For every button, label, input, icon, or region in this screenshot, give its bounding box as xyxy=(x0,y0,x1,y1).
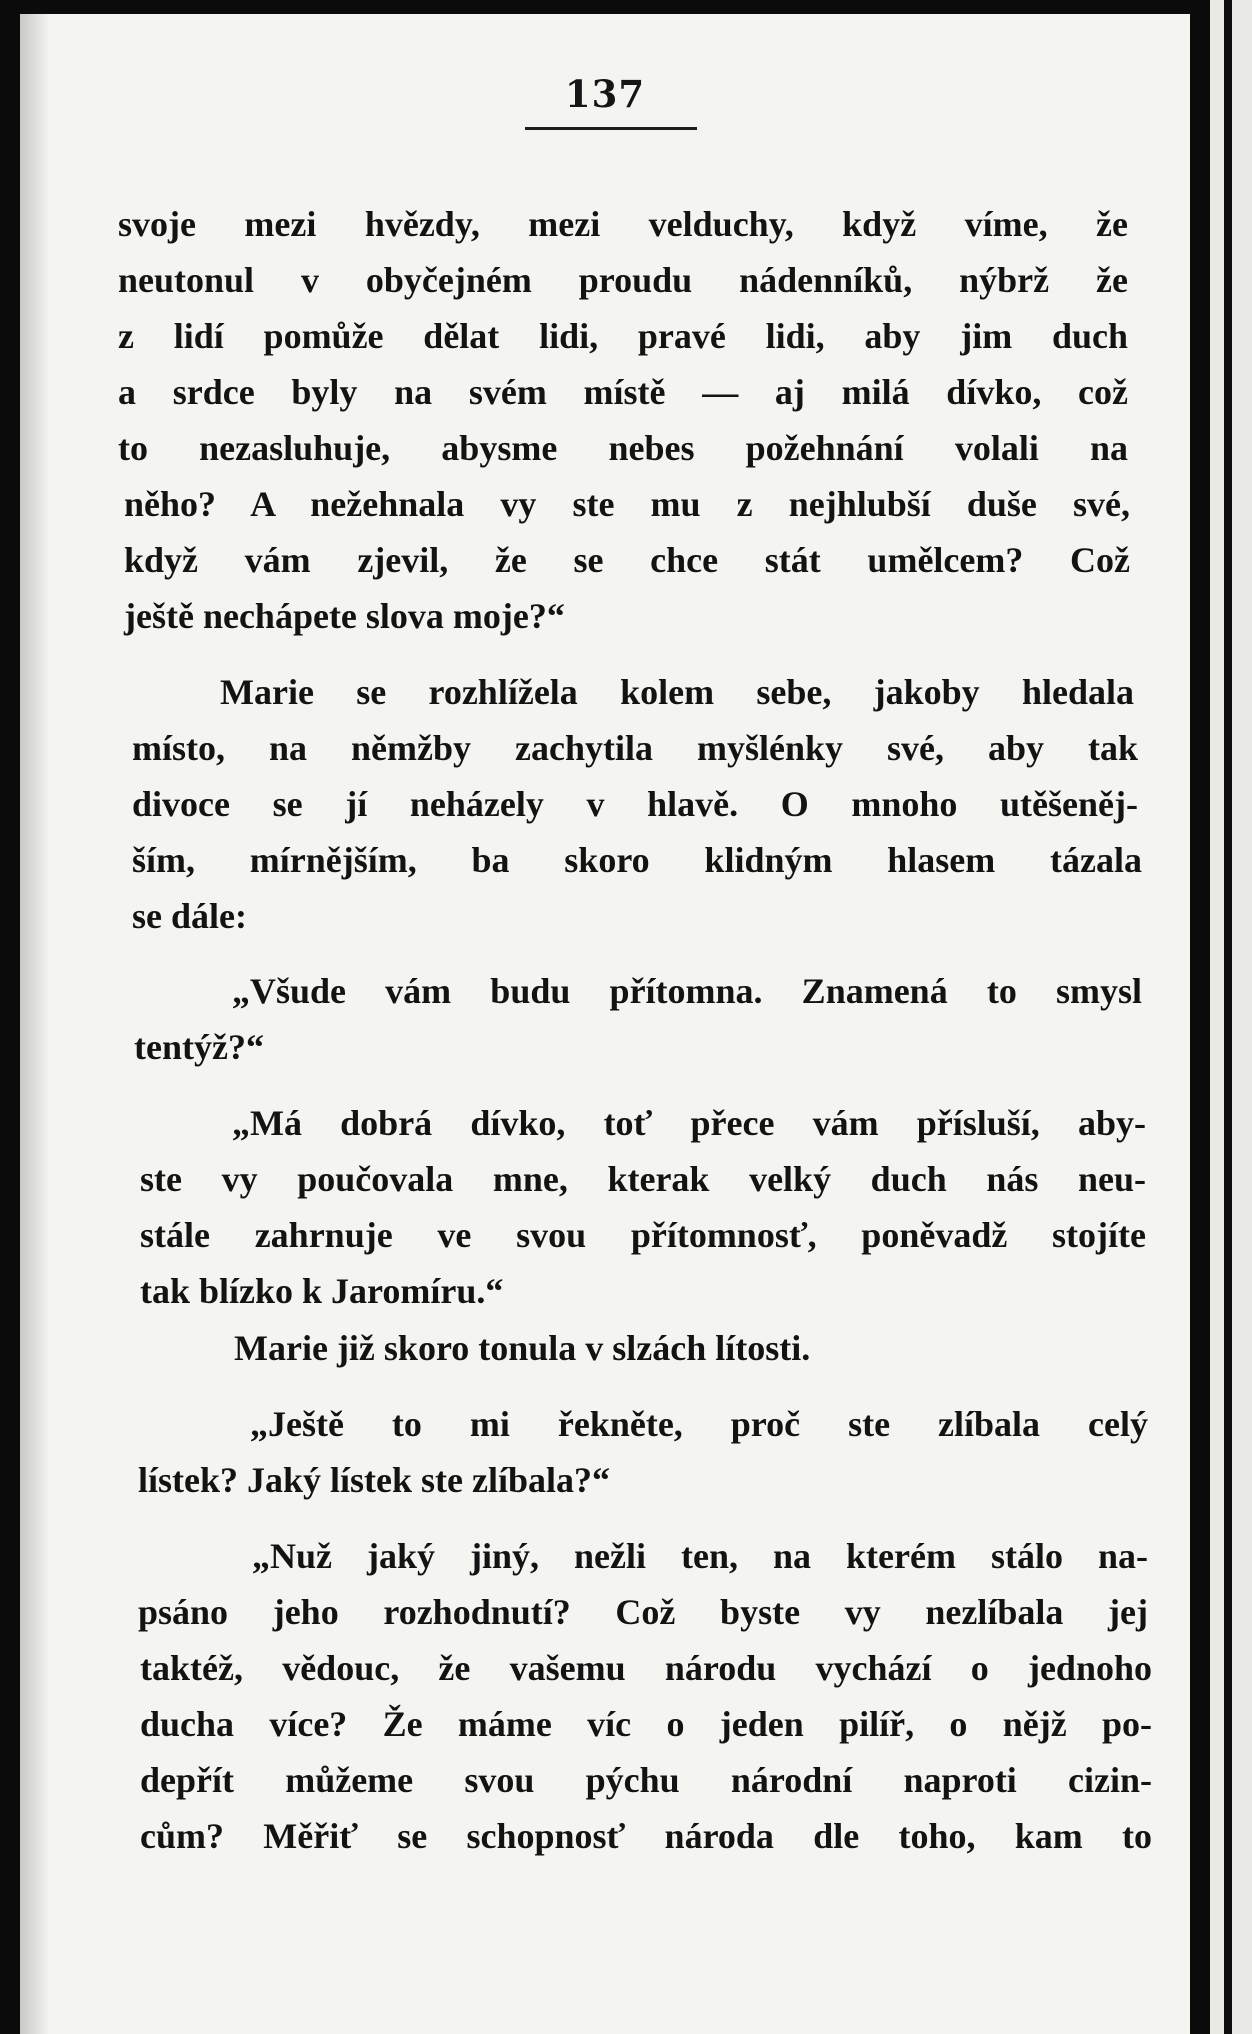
text-line: místo, na němžby zachytila myšlénky své, aby tak xyxy=(132,728,1138,768)
text-line: Marie se rozhlížela kolem sebe, jakoby hledala xyxy=(220,672,1134,712)
text-line: tentýž?“ xyxy=(134,1027,264,1067)
text-line: depřít můžeme svou pýchu národní naproti cizin- xyxy=(140,1760,1152,1800)
text-line: psáno jeho rozhodnutí? Což byste vy nezlíbala jej xyxy=(138,1592,1148,1632)
text-line: „Nuž jaký jiný, nežli ten, na kterém stálo na- xyxy=(252,1536,1148,1576)
scan-border-right xyxy=(1210,0,1252,2034)
text-line: z lidí pomůže dělat lidi, pravé lidi, aby jim duch xyxy=(118,316,1128,356)
text-line: neutonul v obyčejném proudu nádenníků, nýbrž že xyxy=(118,260,1128,300)
text-line: a srdce byly na svém místě — aj milá dívko, což xyxy=(118,372,1128,412)
text-line: cům? Měřiť se schopnosť národa dle toho, kam to xyxy=(140,1816,1152,1856)
page-number: 137 xyxy=(564,72,646,116)
text-line: ducha více? Že máme víc o jeden pilíř, o nějž po- xyxy=(140,1704,1152,1744)
text-line: ještě nechápete slova moje?“ xyxy=(124,596,565,636)
text-line: něho? A nežehnala vy ste mu z nejhlubší duše své, xyxy=(124,484,1130,524)
text-line: se dále: xyxy=(132,896,247,936)
text-line: svoje mezi hvězdy, mezi velduchy, když víme, že xyxy=(118,204,1128,244)
text-line: ším, mírnějším, ba skoro klidným hlasem tázala xyxy=(132,840,1142,880)
book-page xyxy=(20,14,1190,2034)
text-line: taktéž, vědouc, že vašemu národu vychází o jednoho xyxy=(140,1648,1152,1688)
text-line: Marie již skoro tonula v slzách lítosti. xyxy=(234,1328,811,1368)
text-line: divoce se jí neházely v hlavě. O mnoho utěšeněj- xyxy=(132,784,1138,824)
text-line: „Všude vám budu přítomna. Znamená to smysl xyxy=(232,971,1142,1011)
body-text xyxy=(20,14,1190,2034)
text-line: „Ještě to mi řekněte, proč ste zlíbala celý xyxy=(250,1404,1148,1444)
text-line: tak blízko k Jaromíru.“ xyxy=(140,1271,504,1311)
text-line: to nezasluhuje, abysme nebes požehnání volali na xyxy=(118,428,1128,468)
text-line: když vám zjevil, že se chce stát umělcem? Což xyxy=(124,540,1130,580)
text-line: stále zahrnuje ve svou přítomnosť, poněvadž stojíte xyxy=(140,1215,1146,1255)
text-line: „Má dobrá dívko, toť přece vám přísluší, aby- xyxy=(232,1103,1146,1143)
scan-border-line xyxy=(1224,0,1232,2034)
text-line: lístek? Jaký lístek ste zlíbala?“ xyxy=(138,1460,611,1500)
text-line: ste vy poučovala mne, kterak velký duch nás neu- xyxy=(140,1159,1146,1199)
